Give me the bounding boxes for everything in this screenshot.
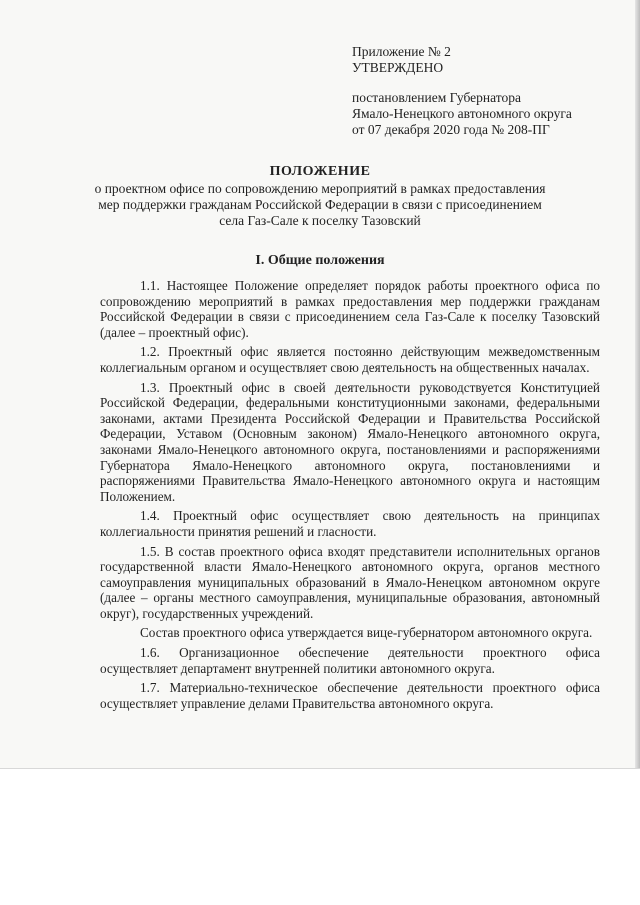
paragraph-1-6: 1.6. Организационное обеспечение деятельности проектного офиса осуществляет департамент внутренней политики автономного округа. <box>100 645 600 676</box>
approval-line-1: постановлением Губернатора <box>352 90 521 105</box>
paragraph-1-2: 1.2. Проектный офис является постоянно действующим межведомственным коллегиальным органом и осуществляет свою деятельность на общественных началах. <box>100 344 600 375</box>
paragraph-1-3: 1.3. Проектный офис в своей деятельности руководствуется Конституцией Российской Федерации, федеральными конституционными законами, федеральными законами, актами Президента Российской Федерации и Правительства Российской Федерации, Уставом (Основным законом) Ямало-Ненецкого автономного округа, законами Ямало-Ненецкого автономного округа, постановлениями и распоряжениями Губернатора Ямало-Ненецкого автономного округа, постановлениями и распоряжениями Правительства Ямало-Ненецкого автономного округа и настоящим Положением. <box>100 379 600 504</box>
approval-line-2: Ямало-Ненецкого автономного округа <box>352 106 572 121</box>
paragraph-1-1: 1.1. Настоящее Положение определяет порядок работы проектного офиса по сопровождению мероприятий в рамках предоставления мер поддержки гражданам Российской Федерации в связи с присоединением села Газ-Сале к поселку Тазовский (далее – проектный офис). <box>100 278 600 340</box>
title-line-1: о проектном офисе по сопровождению мероприятий в рамках предоставления <box>94 181 546 196</box>
paragraph-composition: Состав проектного офиса утверждается вице-губернатором автономного округа. <box>140 625 593 641</box>
approved-label: УТВЕРЖДЕНО <box>352 60 444 75</box>
section-title: I. Общие положения <box>255 253 385 268</box>
title-line-2: мер поддержки гражданам Российской Федерации в связи с присоединением <box>98 197 542 212</box>
approval-line-3: от 07 декабря 2020 года № 208-ПГ <box>352 122 550 137</box>
paragraph-1-7: 1.7. Материально-техническое обеспечение деятельности проектного офиса осуществляет управление делами Правительства автономного округа. <box>100 680 600 711</box>
title-heading: ПОЛОЖЕНИЕ <box>269 164 371 179</box>
approval-stamp <box>352 44 572 138</box>
paragraph-1-4: 1.4. Проектный офис осуществляет свою деятельность на принципах коллегиальности принятия решений и гласности. <box>100 508 600 539</box>
document-body <box>100 278 600 715</box>
document-title <box>90 164 550 229</box>
scan-edge <box>635 0 640 768</box>
paragraph-1-5: 1.5. В состав проектного офиса входят представители исполнительных органов государственной власти Ямало-Ненецкого автономного округа, органов местного самоуправления муниципальных образований в Ямало-Ненецком автономном округе (далее – органы местного самоуправления, муниципальные образования, автономный округ), государственных учреждений. <box>100 543 600 621</box>
appendix-number: Приложение № 2 <box>352 44 451 59</box>
title-line-3: села Газ-Сале к поселку Тазовский <box>219 213 421 228</box>
